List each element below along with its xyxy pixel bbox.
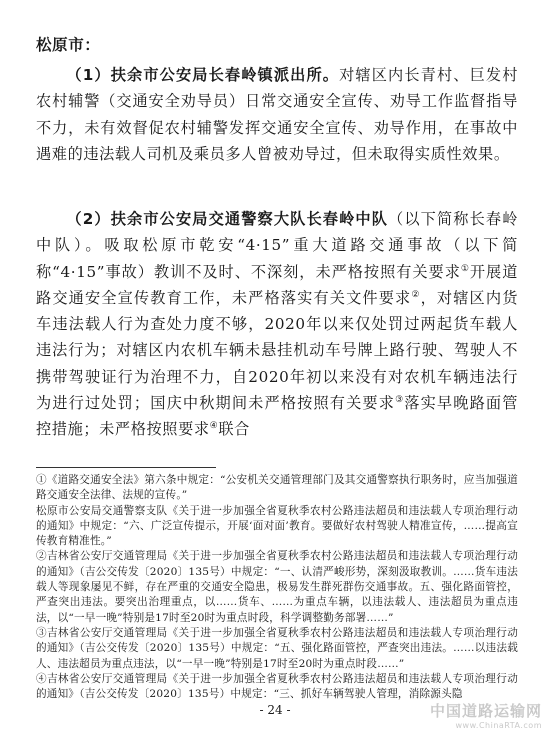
footnote-ref-3[interactable]: ③ xyxy=(395,395,405,406)
footnote-3: ③吉林省公安厅交通管理局《关于进一步加强全省夏秋季农村公路违法超员和违法载人专项治理行动的通知》（吉公交传发〔2020〕135号）中规定：“五、强化路面管控，严查突出违法。……以违法载人、违法超员为重点违法，以“一早一晚”特别是17时至20时为重点时段……” xyxy=(36,626,518,670)
paragraph-2-seg2: 开展道路交通安全宣传教育工作，未严格落实有关文件要求 xyxy=(36,262,519,307)
paragraph-2-lead: （2）扶余市公安局交通警察大队长春岭中队 xyxy=(66,210,389,228)
footnote-ref-4[interactable]: ④ xyxy=(209,421,219,432)
footnotes xyxy=(36,473,518,702)
paragraph-1 xyxy=(36,62,518,167)
footnote-4: ④吉林省公安厅交通管理局《关于进一步加强全省夏秋季农村公路违法超员和违法载人专项治理行动的通知》（吉公交传发〔2020〕135号）中规定：“三、抓好车辆驾驶人管理，消除源头隐 xyxy=(36,672,518,701)
paragraph-2-seg4: 落实早晚路面管控措施；未严格按照要求 xyxy=(36,394,518,439)
section-heading: 松原市： xyxy=(36,36,101,54)
footnote-divider xyxy=(36,467,216,468)
paragraph-2-seg5: 联合 xyxy=(218,420,250,439)
site-watermark xyxy=(430,700,542,730)
paragraph-2 xyxy=(36,206,518,443)
footnote-ref-2[interactable]: ② xyxy=(411,289,421,300)
paragraph-2-seg1: （以下简称长春岭中队）。吸取松原市乾安“4·15”重大道路交通事故（以下简称“4·15”事故）教训不及时、不深刻，未严格按照有关要求 xyxy=(36,210,518,281)
paragraph-2-seg3: ，对辖区内货车违法载人行为查处力度不够，2020年以来仅处罚过两起货车载人违法行为；对辖区内农机车辆未悬挂机动车号牌上路行驶、驾驶人不携带驾驶证行为治理不力，自2020年初以来没有对农机车辆违法行为进行过处罚；国庆中秋期间未严格按照有关要求 xyxy=(36,288,518,413)
footnote-2: ②吉林省公安厅交通管理局《关于进一步加强全省夏秋季农村公路违法超员和违法载人专项治理行动的通知》（吉公交传发〔2020〕135号）中规定：“一、认清严峻形势，深刻汲取教训。……货车违法载人等现象屡见不鲜，存在严重的交通安全隐患，极易发生群死群伤交通事故。五、强化路面管控，严查突出违法。要突出治理重点，以……货车、……为重点车辆，以违法载人、违法超员为重点违法，以“一早一晚”特别是17时至20时为重点时段，科学调整勤务部署……” xyxy=(36,550,518,624)
footnote-1: ①《道路交通安全法》第六条中规定：“公安机关交通管理部门及其交通警察执行职务时，应当加强道路交通安全法律、法规的宣传。” xyxy=(36,474,518,502)
page-number: - 24 - xyxy=(259,703,291,717)
footnote-1-continued: 松原市公安局交通警察支队《关于进一步加强全省夏秋季农村公路违法超员和违法载人专项治理行动的通知》中规定：“六、广泛宣传提示，开展‘面对面’教育。要做好农村驾驶人精准宣传，……提高宣传教育精准性。” xyxy=(36,504,518,548)
paragraph-1-lead: （1）扶余市公安局长春岭镇派出所。 xyxy=(66,66,340,84)
watermark-title: 中国道路运输网 xyxy=(429,702,542,720)
footnote-ref-1[interactable]: ① xyxy=(460,263,470,274)
watermark-url: www.ChinaRTA.com xyxy=(455,721,542,730)
paragraph-1-text: 对辖区内长青村、巨发村农村辅警（交通安全劝导员）日常交通安全宣传、劝导工作监督指导不力，未有效督促农村辅警发挥交通安全宣传、劝导作用，在事故中遇难的违法载人司机及乘员多人曾被劝导过，但未取得实质性效果。 xyxy=(36,66,518,163)
